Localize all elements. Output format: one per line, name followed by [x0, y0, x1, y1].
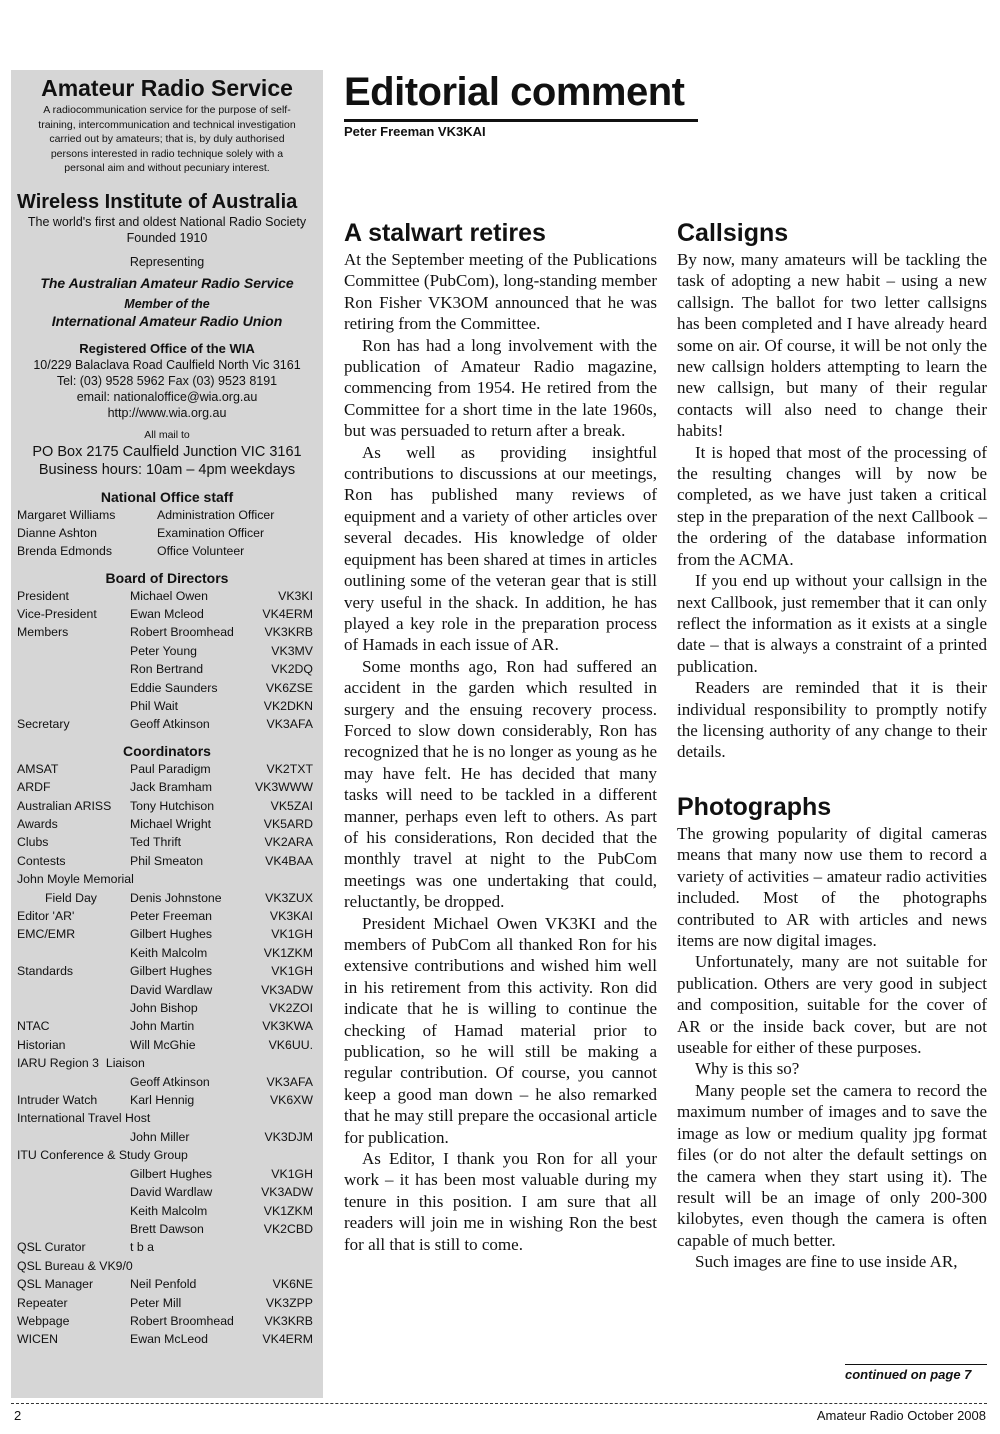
- ars-full-name: The Australian Amateur Radio Service: [40, 274, 294, 291]
- ars-title: Amateur Radio Service: [41, 75, 293, 101]
- board-row: President Michael Owen VK3KI: [17, 588, 313, 603]
- title-underline: [344, 119, 698, 122]
- continued-rule: [845, 1364, 987, 1365]
- coordinator-row: Awards Michael Wright VK5ARD: [17, 816, 313, 831]
- byline: Peter Freeman VK3KAI: [344, 124, 486, 139]
- coordinator-row: Webpage Robert Broomhead VK3KRB: [17, 1313, 313, 1328]
- wia-subtitle: The world's first and oldest National Radio Society: [27, 214, 307, 229]
- wia-info-sidebar: [11, 70, 323, 1398]
- callsigns-heading: Callsigns: [677, 219, 789, 247]
- coordinators-heading: Coordinators: [123, 742, 211, 759]
- board-row: Secretary Geoff Atkinson VK3AFA: [17, 717, 313, 732]
- office-address: 10/229 Balaclava Road Caulfield North Vic 3161: [33, 357, 301, 372]
- paragraph: By now, many amateurs will be tackling the task of adopting a new habit – using a new callsign. The ballot for two letter callsigns has been completed and I have already heard some on air. Of course, it will be not only the new callsign holders attempting to learn the new callsign, but many of their regular contacts will also need to change their habits!: [677, 250, 987, 441]
- coordinator-row: Repeater Peter Mill VK3ZPP: [17, 1295, 313, 1310]
- board-row: Ron Bertrand VK2DQ: [130, 662, 313, 677]
- coordinator-row: IARU Region 3 Liaison: [17, 1056, 145, 1071]
- coordinator-row: David Wardlaw VK3ADW: [130, 982, 313, 997]
- board-row: Members Robert Broomhead VK3KRB: [17, 625, 313, 640]
- coordinator-row: David Wardlaw VK3ADW: [130, 1185, 313, 1200]
- board-row: Eddie Saunders VK6ZSE: [130, 680, 313, 695]
- paragraph: As well as providing insightful contributions to discussions at our meetings, Ron has published many reviews of equipment and a variety of other articles over several decades. His knowledge of older equipment has been shared at times in articles outlining some of the veteran gear that is still very useful in the shack. In addition, he has played a key role in the preparation process of Hamads in each issue of AR.: [344, 442, 657, 655]
- member-of-label: Member of the: [124, 296, 210, 311]
- page-number: 2: [14, 1408, 22, 1423]
- coordinator-row: John Moyle Memorial: [17, 872, 134, 887]
- wia-title: Wireless Institute of Australia: [17, 190, 298, 213]
- staff-row: Brenda Edmonds Office Volunteer: [17, 543, 245, 558]
- coordinators-list: [17, 760, 317, 1349]
- board-row: Phil Wait VK2DKN: [130, 698, 313, 713]
- paragraph: Unfortunately, many are not suitable for publication. Others are very good in subject and composition, suitable for the cover of AR or the inside back cover, but are not useable for either of these purposes.: [677, 952, 987, 1058]
- coordinator-row: WICEN Ewan McLeod VK4ERM: [17, 1332, 313, 1347]
- paragraph: President Michael Owen VK3KI and the members of PubCom all thanked Ron for his extensive contributions and wished him well in his retirement from this activity. Ron did indicate that he is willing to continue the checking of Hamad material prior to publication, so he will still be making a regular contribution. Of course, you cannot keep a good man down – he also remarked that he may still prepare the occasional article for publication.: [344, 913, 657, 1147]
- paragraph: It is hoped that most of the processing of the resulting changes will by now be completed, as we have just taken a critical step in the preparation of the next Callbook – the ordering of the database information from the ACMA.: [677, 442, 987, 569]
- office-heading: Registered Office of the WIA: [79, 340, 255, 356]
- iaru-name: International Amateur Radio Union: [51, 312, 283, 329]
- coordinator-row: Clubs Ted Thrift VK2ARA: [17, 835, 313, 850]
- business-hours: Business hours: 10am – 4pm weekdays: [38, 461, 296, 478]
- coordinator-row: QSL Bureau & VK9/0: [17, 1258, 133, 1273]
- stalwart-heading: A stalwart retires: [344, 219, 546, 247]
- paragraph: Some months ago, Ron had suffered an accident in the garden which resulted in surgery and the ensuing recovery process. Forced to slow down considerably, Ron has recognized that he is no longer as young as he may have felt. He has decided that many tasks will need to be tackled in a different manner, perhaps even left to others. As part of his considerations, Ron decided that the monthly travel at night to the PubCom meetings was one undertaking that could, reluctantly, be dropped.: [344, 656, 657, 912]
- office-phone: Tel: (03) 9528 5962 Fax (03) 9523 8191: [56, 373, 278, 388]
- article-callsigns: [677, 218, 987, 763]
- coordinator-row: Editor 'AR' Peter Freeman VK3KAI: [17, 909, 313, 923]
- coordinator-row: John Miller VK3DJM: [130, 1129, 313, 1144]
- coordinator-row: NTAC John Martin VK3KWA: [17, 1019, 313, 1034]
- paragraph: If you end up without your callsign in the next Callbook, just remember that it can only reflect the information as it exists at a single date – that is always a constraint of a printed publication.: [677, 571, 987, 676]
- article-stalwart: [344, 218, 657, 1255]
- coordinator-row: Standards Gilbert Hughes VK1GH: [17, 964, 313, 979]
- coordinator-row: EMC/EMR Gilbert Hughes VK1GH: [17, 927, 313, 942]
- office-email: email: nationaloffice@wia.org.au: [76, 389, 258, 404]
- coordinator-row: Brett Dawson VK2CBD: [130, 1221, 313, 1236]
- coordinator-row: Field Day Denis Johnstone VK3ZUX: [45, 890, 313, 905]
- coordinator-row: QSL Curator t b a: [17, 1240, 154, 1255]
- continued-note: continued on page 7: [845, 1367, 972, 1382]
- footer-rule: [11, 1403, 987, 1404]
- paragraph: Why is this so?: [695, 1059, 800, 1079]
- ars-description: A radiocommunication service for the purpose of self-training, intercommunication and technical investigation carried out by amateurs; that is, by duly authorised persons interested in radio technique solely with a personal aim and without pecuniary interest.: [38, 104, 296, 174]
- coordinator-row: AMSAT Paul Paradigm VK2TXT: [17, 761, 313, 776]
- coordinator-row: Keith Malcolm VK1ZKM: [130, 1203, 313, 1218]
- staff-row: Margaret Williams Administration Officer: [17, 507, 275, 522]
- coordinator-row: International Travel Host: [17, 1111, 151, 1126]
- staff-row: Dianne Ashton Examination Officer: [17, 525, 265, 540]
- coordinator-row: Geoff Atkinson VK3AFA: [130, 1074, 313, 1089]
- coordinator-row: Intruder Watch Karl Hennig VK6XW: [17, 1093, 313, 1108]
- staff-list: [17, 506, 317, 560]
- coordinator-row: Australian ARISS Tony Hutchison VK5ZAI: [17, 798, 313, 813]
- office-web: http://www.wia.org.au: [107, 405, 227, 420]
- paragraph: Readers are reminded that it is their individual responsibility to promptly notify the licensing authority of any change to their details.: [677, 678, 987, 762]
- paragraph: Such images are fine to use inside AR,: [695, 1252, 958, 1272]
- coordinator-row: ITU Conference & Study Group: [17, 1148, 188, 1163]
- representing-label: Representing: [129, 254, 205, 269]
- coordinator-row: Gilbert Hughes VK1GH: [130, 1166, 313, 1181]
- paragraph: At the September meeting of the Publications Committee (PubCom), long-standing member Ron Fisher VK3OM announced that he was retiring from the Committee.: [344, 250, 657, 334]
- publication-issue: Amateur Radio October 2008: [816, 1408, 986, 1423]
- coordinator-row: QSL Manager Neil Penfold VK6NE: [17, 1277, 313, 1292]
- board-heading: Board of Directors: [105, 569, 229, 586]
- photographs-heading: Photographs: [677, 793, 832, 821]
- paragraph: Many people set the camera to record the maximum number of images and to save the image as low or medium quality jpg format files (or do not alter the default settings on the camera when they start using it). The result will be an image of only 200-300 kilobytes, even though the camera is often capable of much better.: [677, 1080, 987, 1250]
- coordinator-row: John Bishop VK2ZOI: [130, 1001, 313, 1016]
- po-box: PO Box 2175 Caulfield Junction VIC 3161: [32, 443, 302, 460]
- paragraph: Ron has had a long involvement with the publication of Amateur Radio magazine, commencing from 1954. He retired from the Committee for a short time in the late 1960s, but was persuaded to return after a break.: [344, 335, 657, 441]
- paragraph: As Editor, I thank you Ron for all your work – it has been most valuable during my tenure in this position. I am sure that all readers will join me in wishing Ron the best for all that is still to come.: [344, 1149, 657, 1254]
- all-mail-label: All mail to: [144, 428, 190, 441]
- editorial-title: Editorial comment: [344, 70, 685, 114]
- staff-heading: National Office staff: [100, 488, 234, 505]
- paragraph: The growing popularity of digital cameras means that many now use them to record a variety of activities – amateur radio activities included. Most of the photographs contributed to AR with articles and news items are now digital images.: [677, 824, 987, 951]
- board-list: [17, 587, 317, 734]
- board-row: Vice-President Ewan Mcleod VK4ERM: [17, 606, 313, 621]
- coordinator-row: Historian Will McGhie VK6UU.: [17, 1037, 313, 1052]
- coordinator-row: ARDF Jack Bramham VK3WWW: [17, 780, 313, 795]
- board-row: Peter Young VK3MV: [130, 643, 313, 658]
- coordinator-row: Keith Malcolm VK1ZKM: [130, 945, 313, 960]
- coordinator-row: Contests Phil Smeaton VK4BAA: [17, 853, 313, 868]
- article-photographs: [677, 792, 987, 1273]
- wia-founded: Founded 1910: [126, 230, 208, 245]
